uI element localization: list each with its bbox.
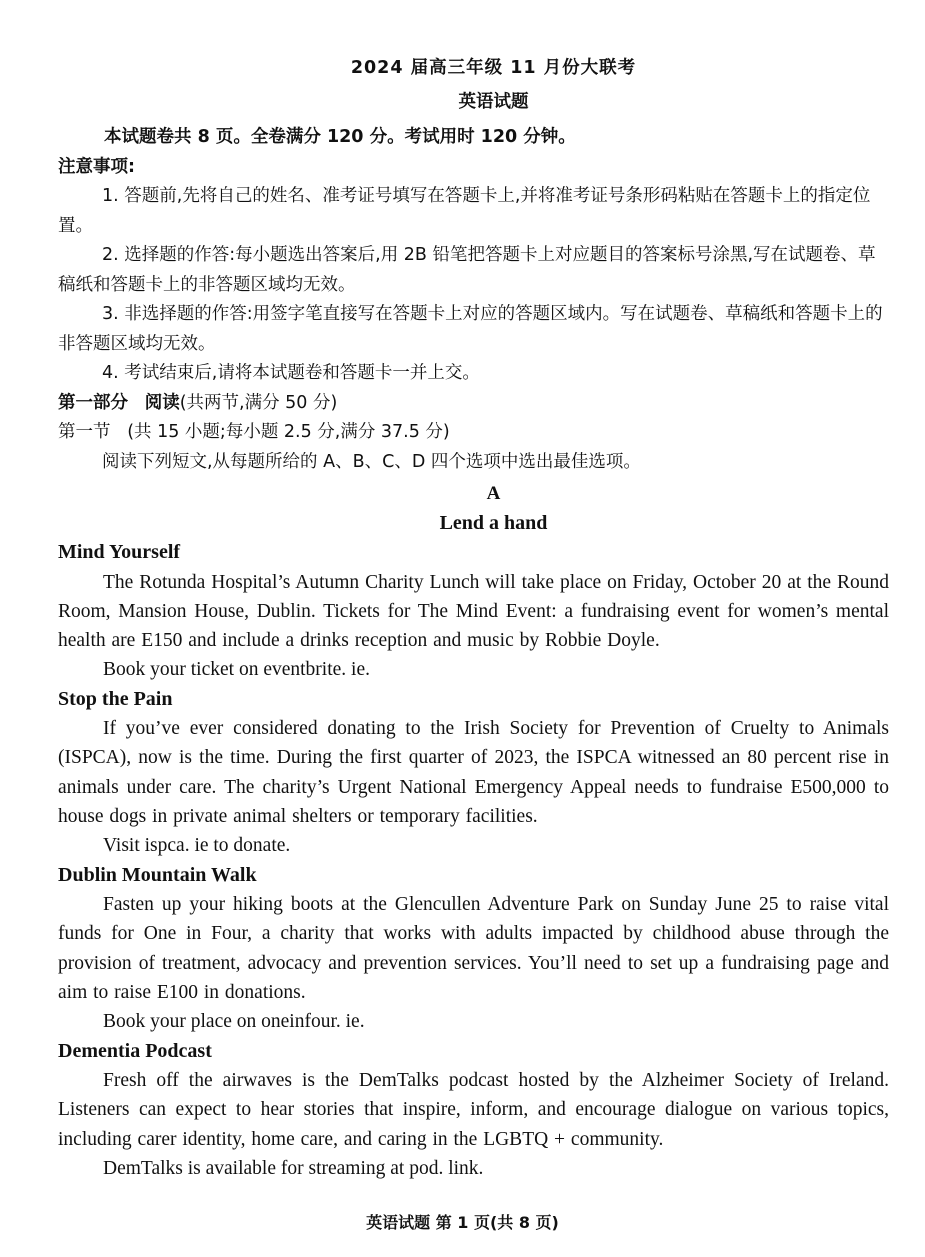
notice-item: 3. 非选择题的作答:用签字笔直接写在答题卡上对应的答题区域内。写在试题卷、草稿纸和答题卡上的非答题区域均无效。 xyxy=(58,304,883,354)
item-body: Fresh off the airwaves is the DemTalks podcast hosted by the Alzheimer Society of Ireland. Listeners can expect to hear stories that inspire, inform, and encourage dialogue on various topics, including carer identity, home care, and caring in the LGBTQ + community. xyxy=(58,1070,889,1150)
section-heading xyxy=(58,418,889,448)
passage-item-dublin-mountain-walk xyxy=(58,861,889,1037)
item-link-text: Visit ispca. ie to donate. xyxy=(103,835,291,857)
item-heading: Dementia Podcast xyxy=(58,1039,212,1062)
item-body: Fasten up your hiking boots at the Glencullen Adventure Park on Sunday June 25 to raise vital funds for One in Four, a charity that works with adults impacted by childhood abuse through the provision of treatment, advocacy and prevention services. You’ll need to set up a fundraising page and aim to raise E100 in donations. xyxy=(58,894,889,1004)
part-heading xyxy=(58,389,889,419)
passage-body xyxy=(58,538,889,1183)
item-heading: Dublin Mountain Walk xyxy=(58,863,257,886)
notice-heading: 注意事项: xyxy=(58,156,135,177)
section-detail: (共 15 小题;每小题 2.5 分,满分 37.5 分) xyxy=(127,422,450,442)
exam-info: 本试题卷共 8 页。全卷满分 120 分。考试用时 120 分钟。 xyxy=(104,127,576,147)
passage-item-stop-the-pain xyxy=(58,685,889,861)
notice-item: 4. 考试结束后,请将本试题卷和答题卡一并上交。 xyxy=(102,363,480,383)
passage-letter: A xyxy=(486,483,501,504)
notice-item: 2. 选择题的作答:每小题选出答案后,用 2B 铅笔把答题卡上对应题目的答案标号涂黑,写在试题卷、草稿纸和答题卡上的非答题区域均无效。 xyxy=(58,245,876,295)
item-link-text: Book your ticket on eventbrite. ie. xyxy=(103,659,370,681)
section-name: 第一节 xyxy=(58,422,111,442)
item-link-text: DemTalks is available for streaming at pod. link. xyxy=(103,1158,484,1180)
part-label: 阅读 xyxy=(144,392,180,413)
passage-title: Lend a hand xyxy=(439,512,548,534)
item-heading: Mind Yourself xyxy=(58,541,181,563)
notice-item: 1. 答题前,先将自己的姓名、准考证号填写在答题卡上,并将准考证号条形码粘贴在答题卡上的指定位置。 xyxy=(58,186,871,236)
item-body: The Rotunda Hospital’s Autumn Charity Lunch will take place on Friday, October 20 at the Round Room, Mansion House, Dublin. Tickets for The Mind Event: a fundraising event for women’s mental health are E150 and include a drinks reception and music by Robbie Doyle. xyxy=(58,571,889,652)
passage-item-dementia-podcast xyxy=(58,1037,889,1184)
item-heading: Stop the Pain xyxy=(58,687,173,710)
passage-item-mind-yourself xyxy=(58,538,889,685)
part-detail: (共两节,满分 50 分) xyxy=(179,392,338,413)
exam-subject: 英语试题 xyxy=(458,91,529,112)
part-name: 第一部分 xyxy=(58,392,128,413)
page-footer: 英语试题 第 1 页(共 8 页) xyxy=(366,1213,559,1232)
item-link-text: Book your place on oneinfour. ie. xyxy=(103,1011,365,1033)
item-body: If you’ve ever considered donating to the Irish Society for Prevention of Cruelty to Animals (ISPCA), now is the time. During the first quarter of 2023, the ISPCA witnessed an 80 percent rise in animals under care. The charity’s Urgent National Emergency Appeal needs to fundraise E500,000 to house dogs in private animal shelters or temporary facilities. xyxy=(58,718,889,828)
section-instruction: 阅读下列短文,从每题所给的 A、B、C、D 四个选项中选出最佳选项。 xyxy=(102,451,641,472)
exam-title: 2024 届高三年级 11 月份大联考 xyxy=(350,58,637,78)
